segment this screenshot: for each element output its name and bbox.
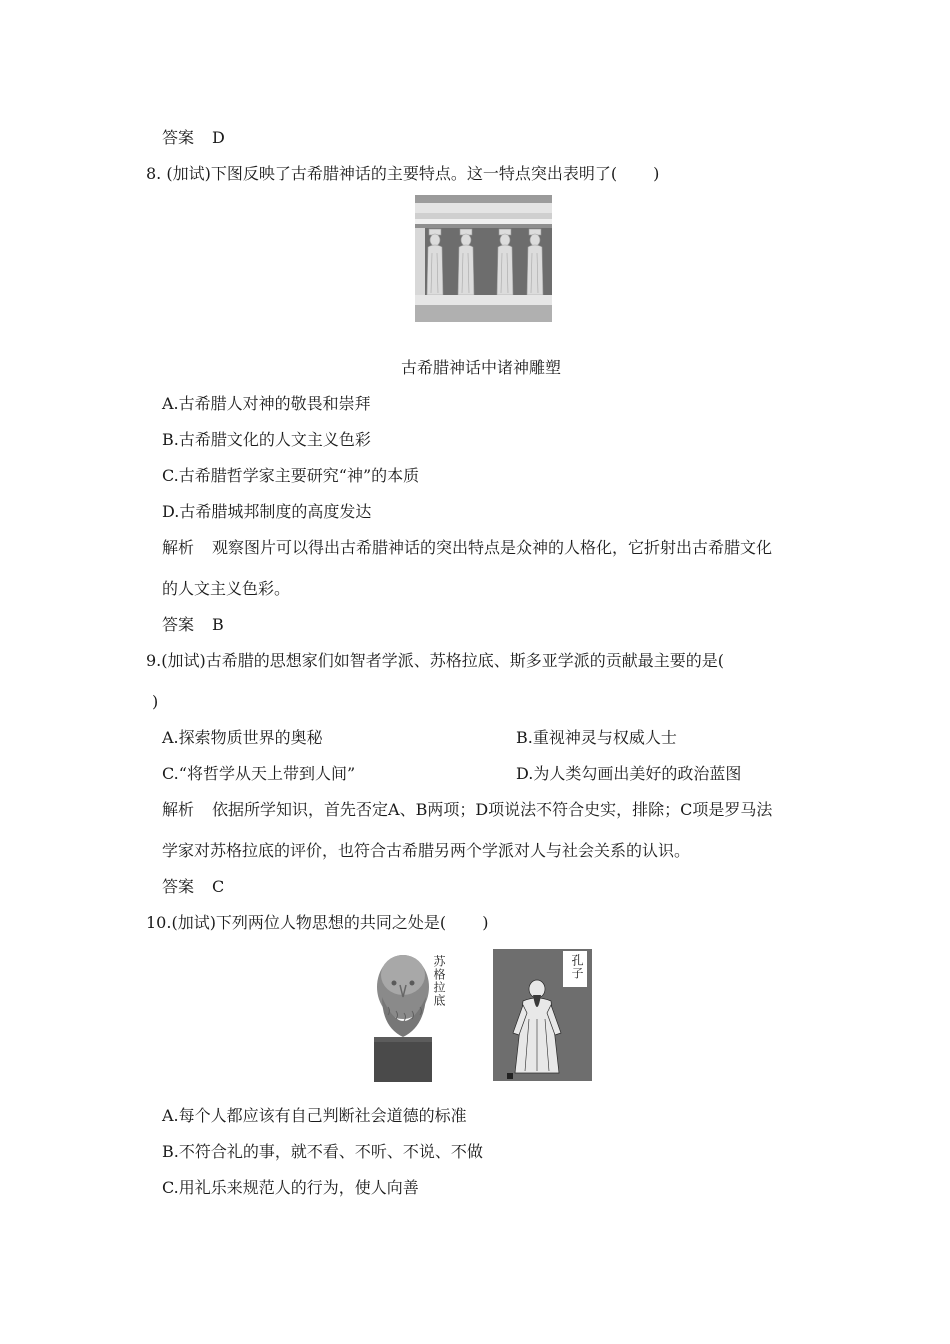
- answer-label: 答案: [162, 128, 195, 147]
- question-8-stem: 8. (加试)下图反映了古希腊神话的主要特点。这一特点突出表明了( ): [146, 164, 660, 183]
- answer-line: [162, 127, 225, 149]
- q10-option-a: A.每个人都应该有自己判断社会道德的标准: [162, 1106, 467, 1125]
- analysis-label: 解析: [162, 538, 195, 557]
- question-9-stem-end: ): [152, 692, 159, 711]
- q8-option-c: C.古希腊哲学家主要研究“神”的本质: [162, 466, 420, 485]
- answer-value: C: [212, 877, 225, 896]
- q9-analysis-cont: 学家对苏格拉底的评价，也符合古希腊另两个学派对人与社会关系的认识。: [162, 841, 691, 860]
- question-10-stem: 10.(加试)下列两位人物思想的共同之处是( ): [146, 913, 489, 932]
- answer-value: B: [212, 615, 224, 634]
- greek-caryatid-photo: [415, 195, 552, 322]
- q8-answer: [162, 614, 224, 636]
- q10-option-b: B.不符合礼的事，就不看、不听、不说、不做: [162, 1142, 483, 1161]
- q8-option-b: B.古希腊文化的人文主义色彩: [162, 430, 371, 449]
- figure-caption: 古希腊神话中诸神雕塑: [401, 358, 562, 377]
- q8-analysis: 解析 观察图片可以得出古希腊神话的突出特点是众神的人格化，它折射出古希腊文化: [162, 538, 773, 557]
- confucius-label: 孔子: [570, 954, 584, 980]
- answer-label: 答案: [162, 877, 195, 896]
- confucius-photo: [493, 949, 592, 1081]
- q10-option-c: C.用礼乐来规范人的行为，使人向善: [162, 1178, 419, 1197]
- analysis-label: 解析: [162, 800, 195, 819]
- q9-option-c: C.“将哲学从天上带到人间”: [162, 764, 356, 783]
- q9-option-d: D.为人类勾画出美好的政治蓝图: [516, 764, 742, 783]
- socrates-label: 苏格拉底: [432, 955, 446, 1007]
- q8-analysis-cont: 的人文主义色彩。: [162, 579, 291, 598]
- answer-label: 答案: [162, 615, 195, 634]
- answer-value: D: [212, 128, 225, 147]
- question-9-stem: 9.(加试)古希腊的思想家们如智者学派、苏格拉底、斯多亚学派的贡献最主要的是(: [146, 651, 724, 670]
- q8-option-a: A.古希腊人对神的敬畏和崇拜: [162, 394, 371, 413]
- q9-option-a: A.探索物质世界的奥秘: [162, 728, 323, 747]
- q9-option-b: B.重视神灵与权威人士: [516, 728, 677, 747]
- q8-option-d: D.古希腊城邦制度的高度发达: [162, 502, 372, 521]
- q9-answer: [162, 876, 224, 898]
- socrates-photo: [370, 945, 448, 1082]
- q9-analysis: 解析 依据所学知识，首先否定A、B两项；D项说法不符合史实，排除；C项是罗马法: [162, 800, 773, 819]
